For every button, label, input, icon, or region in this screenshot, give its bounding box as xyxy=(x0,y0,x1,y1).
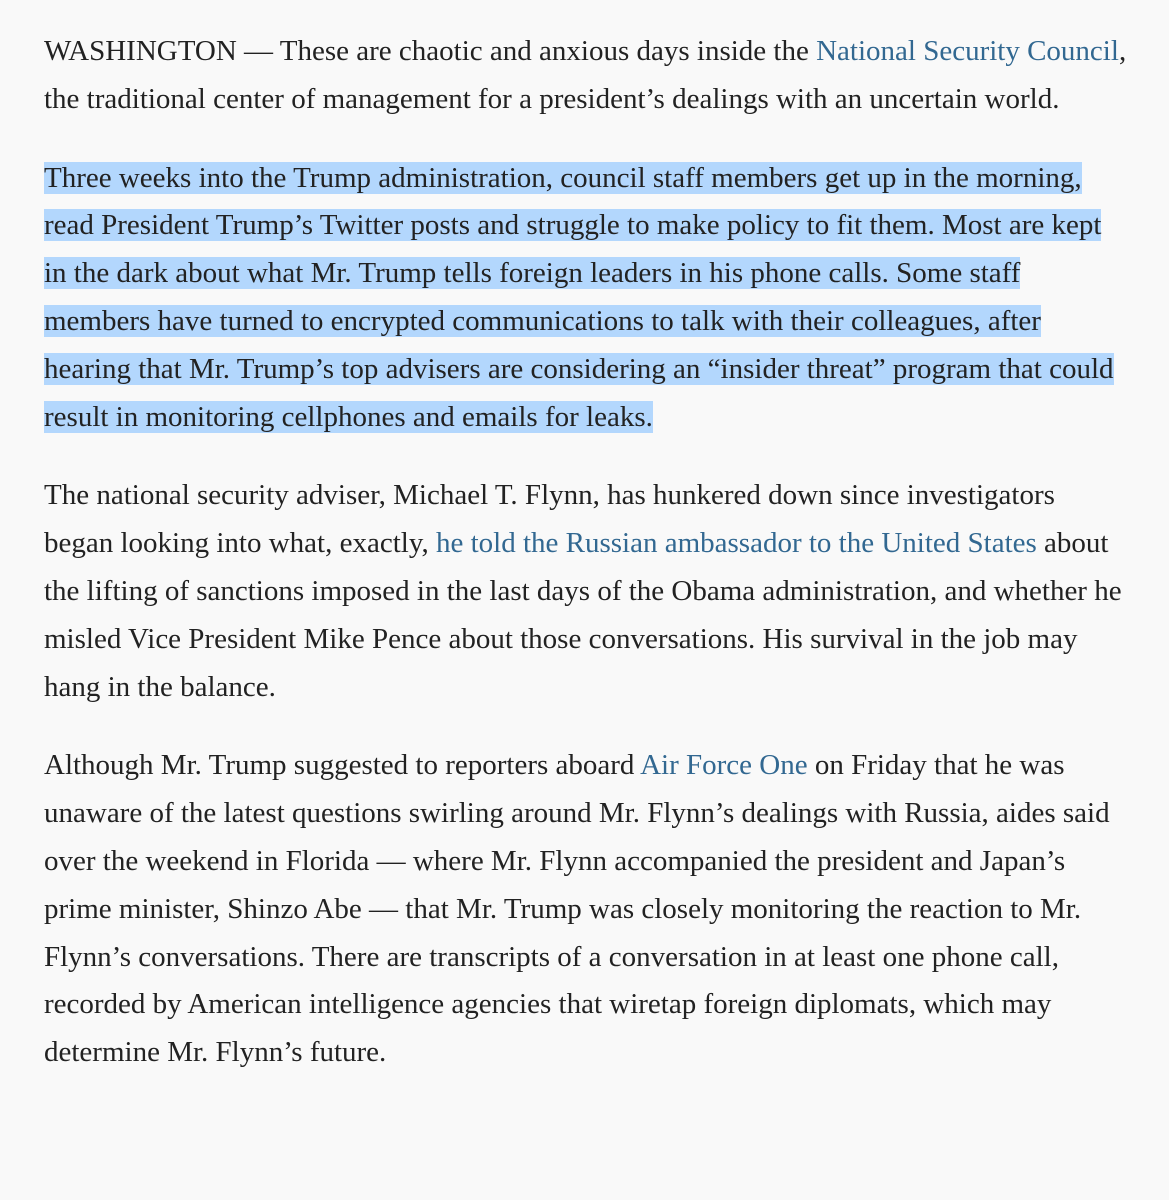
intro-text-start[interactable]: WASHINGTON — These are chaotic and anxious days inside the xyxy=(44,35,817,67)
paragraph-air-force-one[interactable] xyxy=(44,742,1129,1077)
link-national-security-council[interactable]: National Security Council xyxy=(816,35,1119,67)
paragraph-selected[interactable] xyxy=(44,155,1129,442)
afo-text-start[interactable]: Although Mr. Trump suggested to reporters aboard xyxy=(44,749,641,782)
link-air-force-one[interactable]: Air Force One xyxy=(640,749,808,782)
flynn-text-end[interactable]: about the lifting of sanctions imposed in the last days of the Obama administration, and whether he misled Vice President Mike Pence about those conversations. His survival in the job may hang in the balance. xyxy=(44,527,1122,703)
link-russian-ambassador[interactable]: he told the Russian ambassador to the United States xyxy=(435,527,1037,560)
article-body xyxy=(44,28,1129,1108)
selected-text[interactable]: Three weeks into the Trump administration, council staff members get up in the morning, read President Trump’s Twitter posts and struggle to make policy to fit them. Most are kept in the dark about what Mr. Trump tells foreign leaders in his phone calls. Some staff members have turned to encrypted communications to talk with their colleagues, after hearing that Mr. Trump’s top advisers are considering an “insider threat” program that could result in monitoring cellphones and emails for leaks. xyxy=(44,161,1114,433)
paragraph-flynn[interactable] xyxy=(44,472,1129,711)
paragraph-intro[interactable] xyxy=(44,28,1129,124)
afo-text-end[interactable]: on Friday that he was unaware of the latest questions swirling around Mr. Flynn’s dealings with Russia, aides said over the weekend in Florida — where Mr. Flynn accompanied the president and Japan’s prime minister, Shinzo Abe — that Mr. Trump was closely monitoring the reaction to Mr. Flynn’s conversations. There are transcripts of a conversation in at least one phone call, recorded by American intelligence agencies that wiretap foreign diplomats, which may determine Mr. Flynn’s future. xyxy=(44,749,1110,1069)
flynn-text-start[interactable]: The national security adviser, Michael T. Flynn, has hunkered down since investigators began looking into what, exactly, xyxy=(44,479,1055,560)
intro-text-end[interactable]: , the traditional center of management for a president’s dealings with an uncertain world. xyxy=(44,35,1127,115)
